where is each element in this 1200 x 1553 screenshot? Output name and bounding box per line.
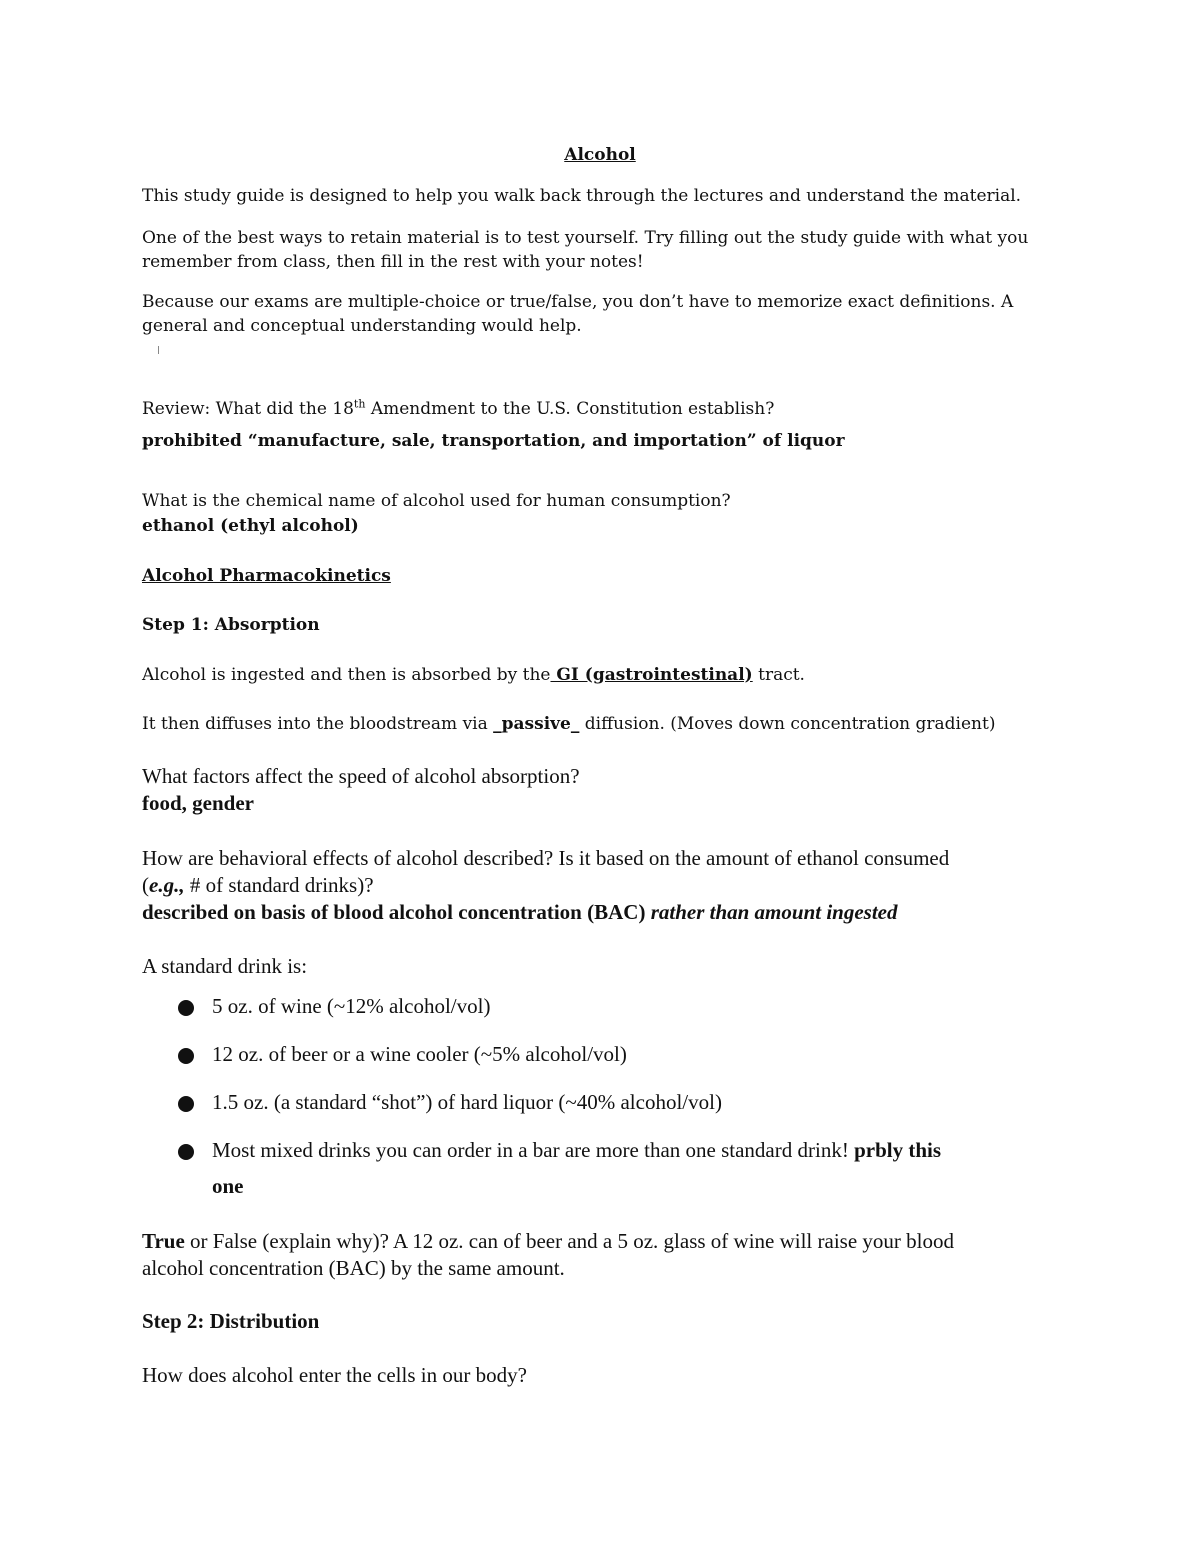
intro-paragraph-1: This study guide is designed to help you walk back through the lectures and understand the material. [142, 186, 1022, 206]
factors-question: What factors affect the speed of alcohol absorption? [142, 764, 580, 788]
intro-paragraph-2-line-1: One of the best ways to retain material is to test yourself. Try filling out the study guide with what you [142, 228, 1029, 248]
step1-line1-answer: GI (gastrointestinal) [550, 665, 753, 685]
true-false-question-line-1 [142, 1228, 954, 1255]
review-question-text: Review: What did the 18 [142, 399, 354, 419]
step1-line2-end: diffusion. (Moves down concentration gradient) [579, 714, 996, 734]
step2-heading: Step 2: Distribution [142, 1309, 320, 1333]
chemical-name-question: What is the chemical name of alcohol used for human consumption? [142, 491, 731, 511]
true-answer: True [142, 1229, 185, 1253]
step1-absorption-line [142, 663, 805, 687]
behavior-q-rest: # of standard drinks)? [184, 873, 374, 897]
true-false-question-text: or False (explain why)? A 12 oz. can of beer and a 5 oz. glass of wine will raise your blood [184, 1229, 954, 1253]
behavior-question-line-1: How are behavioral effects of alcohol described? Is it based on the amount of ethanol consumed [142, 846, 950, 870]
bullet-icon [178, 1048, 194, 1064]
step1-line1-end: tract. [752, 665, 805, 685]
step1-line2-answer: _passive_ [493, 714, 580, 734]
handwritten-note: prbly this [854, 1138, 942, 1162]
review-question-text-end: Amendment to the U.S. Constitution establish? [365, 399, 775, 419]
true-false-question-line-2: alcohol concentration (BAC) by the same amount. [142, 1256, 565, 1280]
bullet-icon [178, 1000, 194, 1016]
behavior-answer [142, 899, 898, 926]
step1-heading: Step 1: Absorption [142, 615, 320, 635]
review-question [142, 397, 774, 421]
section-heading: Alcohol Pharmacokinetics [142, 566, 391, 586]
intro-paragraph-3-line-1: Because our exams are multiple-choice or true/false, you don’t have to memorize exact definitions. A [142, 292, 1014, 312]
behavior-q-paren: ( [142, 873, 149, 897]
behavior-question-line-2 [142, 872, 374, 899]
list-item-text-main: Most mixed drinks you can order in a bar are more than one standard drink! [212, 1138, 855, 1162]
step1-line1-text: Alcohol is ingested and then is absorbed by the [142, 665, 551, 685]
chemical-name-answer: ethanol (ethyl alcohol) [142, 516, 359, 536]
list-item-text: 5 oz. of wine (~12% alcohol/vol) [212, 994, 491, 1018]
handwritten-note-continued: one [212, 1174, 244, 1198]
factors-answer: food, gender [142, 791, 254, 815]
bullet-icon [178, 1144, 194, 1160]
intro-paragraph-2-line-2: remember from class, then fill in the rest with your notes! [142, 252, 644, 272]
behavior-q-eg: e.g., [149, 873, 185, 897]
bullet-icon [178, 1096, 194, 1112]
review-answer: prohibited “manufacture, sale, transportation, and importation” of liquor [142, 431, 845, 451]
behavior-answer-italic: rather than amount ingested [650, 900, 898, 924]
review-question-superscript: th [353, 397, 366, 411]
standard-drink-intro: A standard drink is: [142, 954, 308, 978]
list-item-text [212, 1137, 941, 1164]
step2-question: How does alcohol enter the cells in our body? [142, 1363, 527, 1387]
list-item-text: 12 oz. of beer or a wine cooler (~5% alcohol/vol) [212, 1042, 627, 1066]
stray-mark [158, 346, 159, 354]
step1-line2-text: It then diffuses into the bloodstream via [142, 714, 494, 734]
document-title: Alcohol [564, 145, 636, 165]
list-item-text: 1.5 oz. (a standard “shot”) of hard liquor (~40% alcohol/vol) [212, 1090, 722, 1114]
step1-diffusion-line [142, 712, 995, 736]
intro-paragraph-3-line-2: general and conceptual understanding would help. [142, 316, 582, 336]
behavior-answer-bold: described on basis of blood alcohol concentration (BAC) [142, 900, 651, 924]
